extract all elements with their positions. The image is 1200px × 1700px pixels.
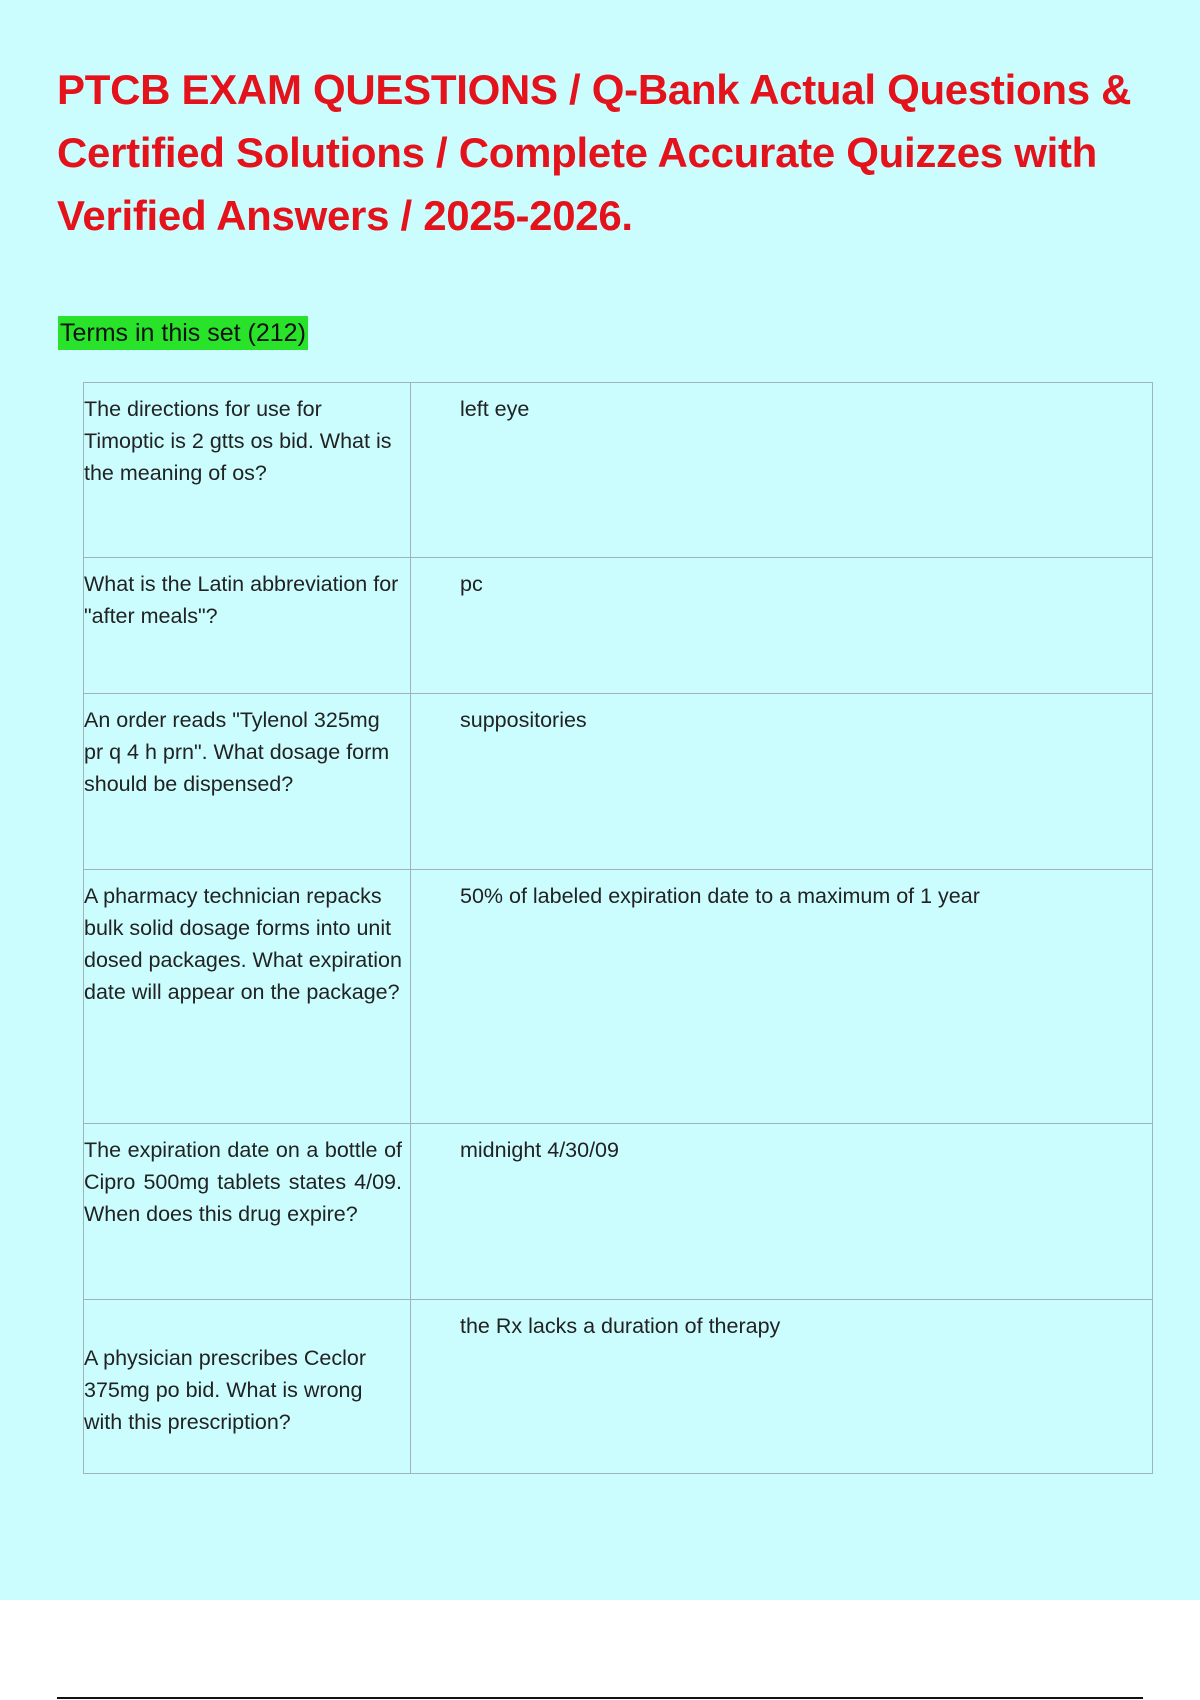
table-row xyxy=(84,558,1153,694)
question-cell: The expiration date on a bottle of Cipro 500mg tablets states 4/09. When does this drug expire? xyxy=(84,1124,411,1300)
terms-count-label: Terms in this set (212) xyxy=(58,316,308,350)
table-row xyxy=(84,1300,1153,1474)
table-row xyxy=(84,1124,1153,1300)
document-title: PTCB EXAM QUESTIONS / Q-Bank Actual Questions & Certified Solutions / Complete Accurate Quizzes with Verified Answers / 2025-2026. xyxy=(57,66,1132,239)
question-cell: The directions for use for Timoptic is 2 gtts os bid. What is the meaning of os? xyxy=(84,383,411,558)
answer-cell: left eye xyxy=(411,383,1153,558)
answer-cell: 50% of labeled expiration date to a maximum of 1 year xyxy=(411,870,1153,1124)
question-cell: A physician prescribes Ceclor 375mg po bid. What is wrong with this prescription? xyxy=(84,1300,411,1474)
table-row xyxy=(84,383,1153,558)
answer-cell: midnight 4/30/09 xyxy=(411,1124,1153,1300)
question-cell: An order reads "Tylenol 325mg pr q 4 h prn". What dosage form should be dispensed? xyxy=(84,694,411,870)
table-row xyxy=(84,694,1153,870)
question-cell: What is the Latin abbreviation for "after meals"? xyxy=(84,558,411,694)
qa-table xyxy=(83,382,1153,1474)
table-row xyxy=(84,870,1153,1124)
answer-cell: the Rx lacks a duration of therapy xyxy=(411,1300,1153,1474)
answer-cell: pc xyxy=(411,558,1153,694)
footer-divider xyxy=(57,1697,1143,1699)
answer-cell: suppositories xyxy=(411,694,1153,870)
question-cell: A pharmacy technician repacks bulk solid dosage forms into unit dosed packages. What expiration date will appear on the package? xyxy=(84,870,411,1124)
